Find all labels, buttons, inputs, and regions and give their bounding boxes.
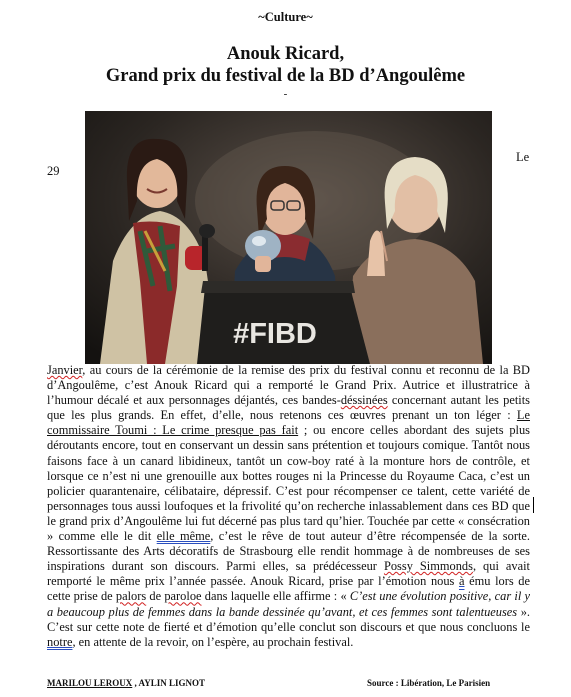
flagged-word: déssinées — [340, 393, 388, 408]
title-separator: - — [283, 88, 288, 100]
text-fragment-le: Le — [516, 150, 530, 164]
ceremony-photo — [85, 111, 492, 364]
author-2: AYLIN LIGNOT — [138, 678, 205, 688]
text-cursor — [533, 497, 534, 513]
ceremony-photo-illustration — [85, 111, 492, 364]
article-title-line2: Grand prix du festival de la BD d’Angoulême — [105, 66, 466, 86]
footer-authors: MARILOU LEROUX , AYLIN LIGNOT — [47, 678, 205, 688]
flagged-word: notre — [47, 634, 73, 649]
article-title-line1: Anouk Ricard, — [226, 44, 345, 64]
quote: C’est une évolution positive, car il y a beaucoup plus de femmes dans la bande dessinée qu’avant, et ces femmes sont talentueuses — [47, 589, 531, 619]
flagged-word: Possy Simmonds — [383, 559, 473, 574]
book-title: Le commissaire Toumi : Le crime presque pas fait — [47, 408, 530, 438]
flagged-word: palors — [115, 589, 147, 604]
footer-source: Source : Libération, Le Parisien — [367, 678, 491, 688]
word-month: Janvier — [47, 363, 83, 377]
author-1: MARILOU LEROUX — [47, 678, 133, 688]
podium — [197, 281, 370, 364]
section-heading: ~Culture~ — [258, 10, 313, 24]
article-body: Janvier, au cours de la cérémonie de la remise des prix du festival connu et reconnu de la BD d’Angoulême, c’est Anouk Ricard qui a remporté le Grand Prix. Autrice et illustratrice à l’humour décalé et aux personnages déjantés, ces bandes-déssinées concernant autant les petits que les plus grands. En effet, d’elle, nous retenons ces œuvres prenant un ton léger : Le commissaire Toumi : Le crime presque pas fait ; ou encore celles abordant des sujets plus déroutants encore, tout en conservant un dessin sans prétention et toujours comique. Tantôt nous faisons face à un canard libidineux, tantôt un cow-boy raté à la monture hors de contrôle, et lorsque ce n’est ni une grenouille aux bottes rouges ni la Princesse du Royaume Caca, c’est un policier quarantenaire, célibataire, dépressif. C’est pour récompenser ce talent, cette variété de personnages tous aussi loufoques et la frivolité qu’on recherche inlassablement dans ces BD que le grand prix d’Angoulême lui fut décerné pas plus tard qu’hier. Touchée par cette « consécration » comme elle le dit elle même, c’est le rêve de tout auteur d’être récompensée de la sorte. Ressortissante des Arts décoratifs de Strasbourg elle rendit hommage à de nombreuses de ses inspirations durant son discours. Parmi elles, sa prédécesseur Possy Simmonds, qui avait remporté le même prix l’année passée. Anouk Ricard, prise par l’émotion nous à ému lors de cette prise de palors de paroloe dans laquelle elle affirme : « C’est une évolution positive, car il y a beaucoup plus de femmes dans la bande dessinée qu’avant, et ces femmes sont talentueuses ». C’est sur cette note de fierté et d’émotion qu’elle conclut son discours et que nous concluons le notre, en attente de la revoir, on l’espère, au prochain festival. — [47, 363, 531, 649]
flagged-word: elle même — [156, 529, 211, 544]
podium-text: #FIBD — [233, 318, 317, 350]
text-fragment-day: 29 — [47, 164, 60, 178]
flagged-word: paroloe — [164, 589, 202, 604]
flagged-word: à — [458, 574, 465, 589]
